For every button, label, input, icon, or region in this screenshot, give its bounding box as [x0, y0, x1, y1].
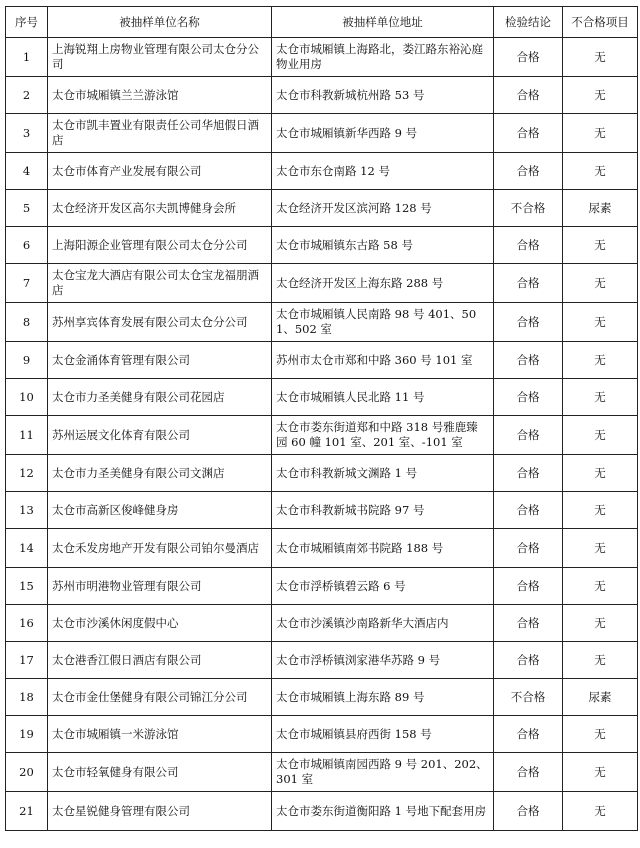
cell-index: 19	[6, 716, 48, 753]
inspection-results-table	[5, 6, 638, 831]
header-index: 序号	[6, 7, 48, 38]
cell-index: 1	[6, 38, 48, 77]
cell-result: 合格	[494, 77, 563, 114]
table-row	[6, 379, 638, 416]
cell-result: 合格	[494, 455, 563, 492]
cell-index: 13	[6, 492, 48, 529]
cell-unit-name: 太仓市城厢镇兰兰游泳馆	[48, 77, 272, 114]
cell-result: 合格	[494, 716, 563, 753]
cell-unit-address: 太仓市娄东街道郑和中路 318 号雅鹿臻园 60 幢 101 室、201 室、-101 室	[272, 416, 494, 455]
cell-unit-address: 太仓市城厢镇上海东路 89 号	[272, 679, 494, 716]
cell-unit-address: 苏州市太仓市郑和中路 360 号 101 室	[272, 342, 494, 379]
cell-index: 8	[6, 303, 48, 342]
cell-unit-name: 太仓市城厢镇一米游泳馆	[48, 716, 272, 753]
table-row	[6, 716, 638, 753]
header-result: 检验结论	[494, 7, 563, 38]
cell-failed-item: 无	[563, 379, 638, 416]
cell-unit-name: 太仓市高新区俊峰健身房	[48, 492, 272, 529]
cell-result: 合格	[494, 416, 563, 455]
table-row	[6, 303, 638, 342]
table-row	[6, 190, 638, 227]
cell-result: 合格	[494, 605, 563, 642]
cell-failed-item: 无	[563, 416, 638, 455]
cell-result: 合格	[494, 227, 563, 264]
table-row	[6, 753, 638, 792]
cell-unit-address: 太仓市东仓南路 12 号	[272, 153, 494, 190]
header-unit-name: 被抽样单位名称	[48, 7, 272, 38]
cell-result: 合格	[494, 492, 563, 529]
cell-result: 合格	[494, 38, 563, 77]
cell-unit-name: 太仓市体育产业发展有限公司	[48, 153, 272, 190]
cell-unit-name: 太仓宝龙大酒店有限公司太仓宝龙福朋酒店	[48, 264, 272, 303]
cell-result: 合格	[494, 529, 563, 568]
cell-unit-name: 苏州运展文化体育有限公司	[48, 416, 272, 455]
cell-unit-address: 太仓市城厢镇上海路北，娄江路东裕沁庭物业用房	[272, 38, 494, 77]
table-row	[6, 568, 638, 605]
cell-index: 10	[6, 379, 48, 416]
table-row	[6, 77, 638, 114]
cell-failed-item: 无	[563, 114, 638, 153]
cell-unit-address: 太仓市沙溪镇沙南路新华大酒店内	[272, 605, 494, 642]
cell-unit-name: 太仓市沙溪休闲度假中心	[48, 605, 272, 642]
cell-unit-name: 太仓港香江假日酒店有限公司	[48, 642, 272, 679]
cell-result: 合格	[494, 792, 563, 831]
cell-index: 20	[6, 753, 48, 792]
cell-unit-address: 太仓市科教新城书院路 97 号	[272, 492, 494, 529]
cell-result: 合格	[494, 303, 563, 342]
table-row	[6, 492, 638, 529]
table-row	[6, 455, 638, 492]
cell-failed-item: 无	[563, 227, 638, 264]
table-row	[6, 529, 638, 568]
cell-result: 合格	[494, 642, 563, 679]
cell-unit-name: 太仓金涌体育管理有限公司	[48, 342, 272, 379]
table-row	[6, 342, 638, 379]
cell-index: 16	[6, 605, 48, 642]
cell-failed-item: 无	[563, 38, 638, 77]
table-row	[6, 153, 638, 190]
cell-unit-address: 太仓市城厢镇新华西路 9 号	[272, 114, 494, 153]
cell-unit-address: 太仓市城厢镇县府西街 158 号	[272, 716, 494, 753]
cell-result: 合格	[494, 114, 563, 153]
cell-failed-item: 无	[563, 792, 638, 831]
table-row	[6, 605, 638, 642]
cell-unit-name: 太仓禾发房地产开发有限公司铂尔曼酒店	[48, 529, 272, 568]
cell-unit-name: 苏州市明港物业管理有限公司	[48, 568, 272, 605]
cell-unit-name: 太仓市力圣美健身有限公司花园店	[48, 379, 272, 416]
cell-unit-name: 太仓星锐健身管理有限公司	[48, 792, 272, 831]
table-row	[6, 792, 638, 831]
cell-unit-address: 太仓市城厢镇东古路 58 号	[272, 227, 494, 264]
cell-unit-address: 太仓市科教新城杭州路 53 号	[272, 77, 494, 114]
cell-result: 不合格	[494, 190, 563, 227]
cell-result: 合格	[494, 153, 563, 190]
cell-index: 18	[6, 679, 48, 716]
cell-result: 合格	[494, 753, 563, 792]
cell-unit-address: 太仓市浮桥镇碧云路 6 号	[272, 568, 494, 605]
cell-unit-address: 太仓市城厢镇南园西路 9 号 201、202、301 室	[272, 753, 494, 792]
cell-failed-item: 无	[563, 605, 638, 642]
cell-unit-name: 太仓市金仕堡健身有限公司锦江分公司	[48, 679, 272, 716]
cell-unit-name: 上海阳源企业管理有限公司太仓分公司	[48, 227, 272, 264]
cell-index: 3	[6, 114, 48, 153]
cell-unit-name: 苏州享宾体育发展有限公司太仓分公司	[48, 303, 272, 342]
table-row	[6, 642, 638, 679]
cell-index: 14	[6, 529, 48, 568]
table-row	[6, 679, 638, 716]
cell-result: 合格	[494, 379, 563, 416]
cell-index: 11	[6, 416, 48, 455]
cell-unit-address: 太仓市城厢镇人民北路 11 号	[272, 379, 494, 416]
cell-result: 合格	[494, 264, 563, 303]
cell-failed-item: 无	[563, 529, 638, 568]
cell-unit-name: 太仓市力圣美健身有限公司文渊店	[48, 455, 272, 492]
cell-failed-item: 无	[563, 77, 638, 114]
cell-failed-item: 无	[563, 342, 638, 379]
cell-failed-item: 无	[563, 642, 638, 679]
cell-failed-item: 无	[563, 716, 638, 753]
cell-unit-name: 太仓市轻氧健身有限公司	[48, 753, 272, 792]
cell-unit-name: 太仓市凯丰置业有限责任公司华旭假日酒店	[48, 114, 272, 153]
cell-index: 4	[6, 153, 48, 190]
cell-index: 12	[6, 455, 48, 492]
cell-unit-address: 太仓市浮桥镇浏家港华苏路 9 号	[272, 642, 494, 679]
cell-index: 15	[6, 568, 48, 605]
cell-index: 5	[6, 190, 48, 227]
header-failed-item: 不合格项目	[563, 7, 638, 38]
cell-index: 2	[6, 77, 48, 114]
cell-failed-item: 无	[563, 455, 638, 492]
cell-index: 9	[6, 342, 48, 379]
cell-index: 7	[6, 264, 48, 303]
cell-unit-address: 太仓市娄东街道衡阳路 1 号地下配套用房	[272, 792, 494, 831]
cell-failed-item: 尿素	[563, 190, 638, 227]
cell-index: 6	[6, 227, 48, 264]
cell-unit-name: 太仓经济开发区高尔夫凯博健身会所	[48, 190, 272, 227]
header-unit-address: 被抽样单位地址	[272, 7, 494, 38]
cell-result: 合格	[494, 568, 563, 605]
cell-index: 17	[6, 642, 48, 679]
table-row	[6, 114, 638, 153]
cell-failed-item: 无	[563, 753, 638, 792]
table-row	[6, 416, 638, 455]
table-row	[6, 38, 638, 77]
cell-unit-address: 太仓市科教新城文渊路 1 号	[272, 455, 494, 492]
header-row	[6, 7, 638, 38]
cell-result: 不合格	[494, 679, 563, 716]
cell-unit-address: 太仓市城厢镇人民南路 98 号 401、501、502 室	[272, 303, 494, 342]
cell-failed-item: 尿素	[563, 679, 638, 716]
cell-index: 21	[6, 792, 48, 831]
table-row	[6, 227, 638, 264]
cell-failed-item: 无	[563, 568, 638, 605]
cell-unit-address: 太仓市城厢镇南郊书院路 188 号	[272, 529, 494, 568]
table-row	[6, 264, 638, 303]
cell-result: 合格	[494, 342, 563, 379]
cell-unit-address: 太仓经济开发区滨河路 128 号	[272, 190, 494, 227]
cell-unit-address: 太仓经济开发区上海东路 288 号	[272, 264, 494, 303]
cell-failed-item: 无	[563, 303, 638, 342]
cell-failed-item: 无	[563, 264, 638, 303]
cell-failed-item: 无	[563, 153, 638, 190]
cell-failed-item: 无	[563, 492, 638, 529]
cell-unit-name: 上海锐翔上房物业管理有限公司太仓分公司	[48, 38, 272, 77]
